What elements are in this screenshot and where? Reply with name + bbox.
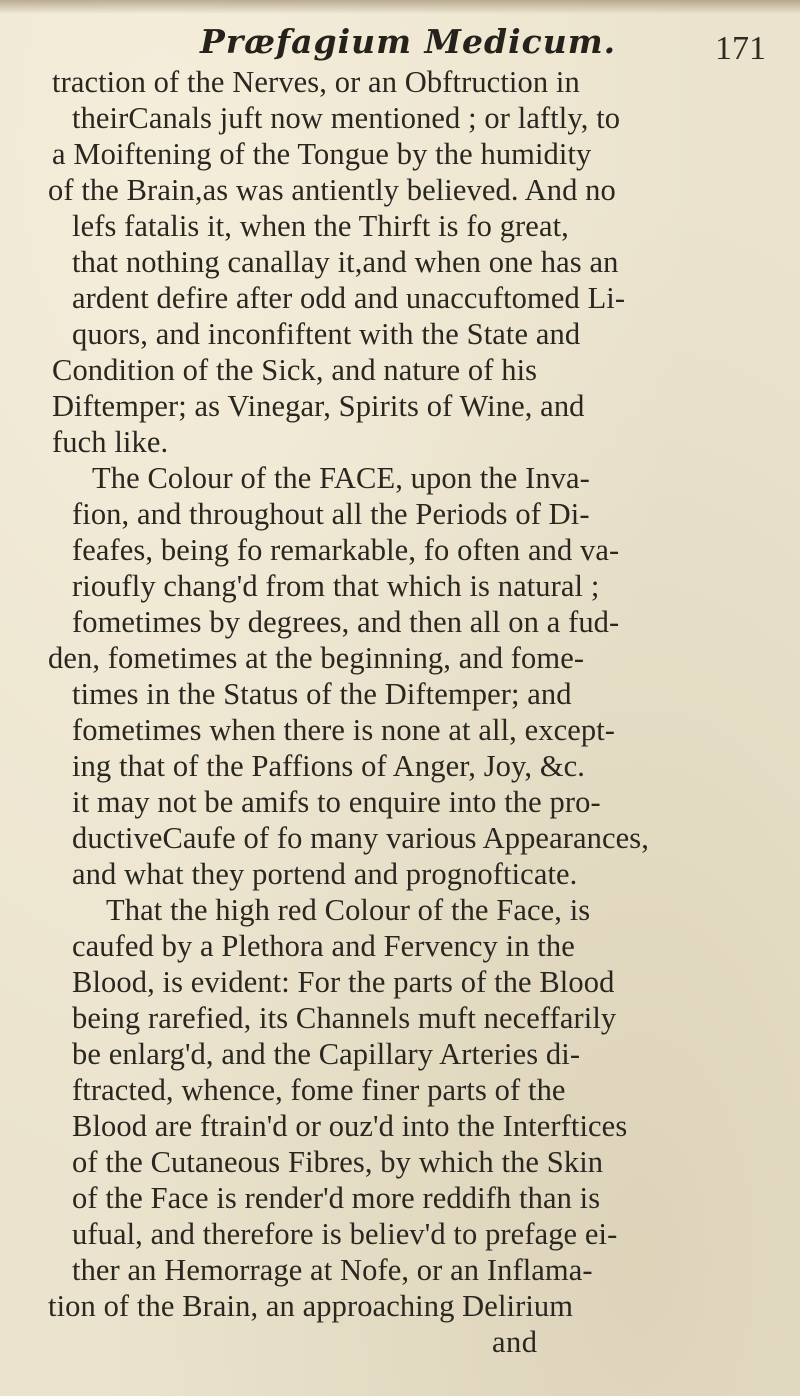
text-line: tion of the Brain, an approaching Delirium [48, 1289, 574, 1323]
text-line: ductiveCaufe of fo many various Appearances, [72, 821, 649, 855]
text-line: being rarefied, its Channels muft neceffarily [72, 1001, 617, 1035]
text-line: ing that of the Paffions of Anger, Joy, &c. [72, 749, 586, 783]
text-line: fuch like. [52, 425, 169, 459]
page-number: 171 [715, 30, 766, 67]
text-line: Blood, is evident: For the parts of the Blood [72, 965, 615, 999]
text-line: fometimes when there is none at all, except- [72, 713, 616, 747]
text-line: and what they portend and prognofticate. [72, 857, 578, 891]
text-line: of the Face is render'd more reddifh than is [72, 1181, 601, 1215]
text-line: Diftemper; as Vinegar, Spirits of Wine, and [52, 389, 585, 423]
text-line: Condition of the Sick, and nature of his [52, 353, 538, 387]
text-line: quors, and inconfiftent with the State and [72, 317, 581, 351]
text-line: The Colour of the FACE, upon the Inva- [92, 461, 590, 495]
text-line: fometimes by degrees, and then all on a fud- [72, 605, 620, 639]
text-line: ardent defire after odd and unaccuftomed Li- [72, 281, 626, 315]
catchword: and [492, 1325, 538, 1359]
text-line: lefs fatalis it, when the Thirft is fo great, [72, 209, 569, 243]
text-line: caufed by a Plethora and Fervency in the [72, 929, 575, 963]
running-head: Præfagium Medicum. [200, 22, 617, 61]
text-line: ufual, and therefore is believ'd to prefage ei- [72, 1217, 618, 1251]
text-line: rioufly chang'd from that which is natural ; [72, 569, 600, 603]
text-line: ftracted, whence, fome finer parts of the [72, 1073, 566, 1107]
text-line: times in the Status of the Diftemper; and [72, 677, 572, 711]
text-line: ther an Hemorrage at Nofe, or an Inflama- [72, 1253, 593, 1287]
text-line: theirCanals juft now mentioned ; or laftly, to [72, 101, 621, 135]
text-line: that nothing canallay it,and when one has an [72, 245, 619, 279]
text-line: of the Cutaneous Fibres, by which the Skin [72, 1145, 604, 1179]
text-line: Blood are ftrain'd or ouz'd into the Interftices [72, 1109, 628, 1143]
text-line: That the high red Colour of the Face, is [106, 893, 591, 927]
text-line: of the Brain,as was antiently believed. And no [48, 173, 616, 207]
text-line: feafes, being fo remarkable, fo often and va- [72, 533, 620, 567]
text-line: fion, and throughout all the Periods of Di- [72, 497, 590, 531]
text-line: traction of the Nerves, or an Obftruction in [52, 65, 580, 99]
text-line: den, fometimes at the beginning, and fome- [48, 641, 585, 675]
text-line: it may not be amifs to enquire into the pro- [72, 785, 601, 819]
text-line: a Moiftening of the Tongue by the humidity [52, 137, 592, 171]
text-line: be enlarg'd, and the Capillary Arteries di- [72, 1037, 581, 1071]
